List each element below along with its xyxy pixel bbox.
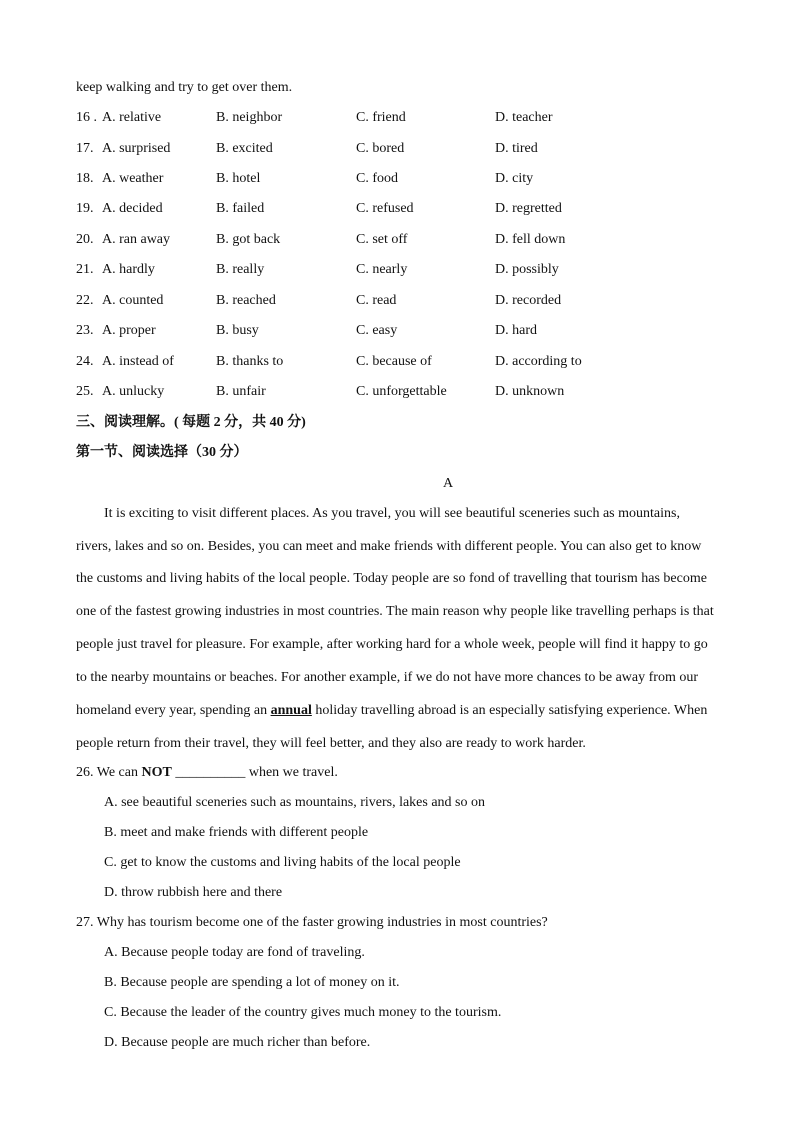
cloze-row-20 <box>76 230 726 250</box>
question-number: 21. <box>76 262 94 277</box>
option-b: B. unfair <box>216 384 266 399</box>
question-number: 17. <box>76 141 94 156</box>
question-number: 23. <box>76 323 94 338</box>
cloze-row-19 <box>76 199 726 219</box>
keyword-annual: annual <box>270 703 312 718</box>
option-c: C. read <box>356 293 397 308</box>
cloze-row-23 <box>76 321 726 341</box>
option-d: D. city <box>495 171 534 186</box>
option-c: C. friend <box>356 110 406 125</box>
passage-line: one of the fastest growing industries in most countries. The main reason why people like travelling perhaps is that <box>76 604 714 619</box>
option-c: C. refused <box>356 201 414 216</box>
passage-line: the customs and living habits of the local people. Today people are so fond of travelling that tourism has become <box>76 571 707 586</box>
passage-line <box>76 701 707 721</box>
option-b: B. busy <box>216 323 259 338</box>
question-number: 19. <box>76 201 94 216</box>
option-d: D. hard <box>495 323 537 338</box>
passage-label: A <box>442 476 454 491</box>
cloze-row-22 <box>76 291 726 311</box>
option-a: A. counted <box>102 293 164 308</box>
passage-text: homeland every year, spending an <box>76 703 271 718</box>
passage-line: It is exciting to visit different places. As you travel, you will see beautiful sceneries such as mountains, <box>104 506 680 521</box>
option-c: C. food <box>356 171 398 186</box>
option-c: C. because of <box>356 354 432 369</box>
option-c: C. set off <box>356 232 408 247</box>
option-a: A. unlucky <box>102 384 165 399</box>
question-number: 20. <box>76 232 94 247</box>
cloze-row-24 <box>76 352 726 372</box>
question-number: 24. <box>76 354 94 369</box>
answer-option: A. Because people today are fond of traveling. <box>104 945 365 960</box>
option-c: C. bored <box>356 141 405 156</box>
question-number: 22. <box>76 293 94 308</box>
answer-option: D. throw rubbish here and there <box>104 885 283 900</box>
passage-text: holiday travelling abroad is an especially satisfying experience. When <box>311 703 708 718</box>
option-a: A. surprised <box>102 141 171 156</box>
passage-line: people just travel for pleasure. For example, after working hard for a whole week, people will find it happy to go <box>76 637 708 652</box>
option-c: C. nearly <box>356 262 408 277</box>
answer-option: B. meet and make friends with different people <box>104 825 369 840</box>
option-d: D. tired <box>495 141 538 156</box>
option-a: A. ran away <box>102 232 171 247</box>
option-b: B. reached <box>216 293 276 308</box>
cloze-row-17 <box>76 139 726 159</box>
option-d: D. possibly <box>495 262 559 277</box>
answer-option: B. Because people are spending a lot of money on it. <box>104 975 400 990</box>
question-text: 26. We can <box>76 765 142 780</box>
option-d: D. fell down <box>495 232 566 247</box>
option-a: A. relative <box>102 110 162 125</box>
option-c: C. unforgettable <box>356 384 447 399</box>
option-b: B. got back <box>216 232 281 247</box>
cloze-row-25 <box>76 382 726 402</box>
option-d: D. regretted <box>495 201 562 216</box>
option-a: A. decided <box>102 201 163 216</box>
cloze-row-18 <box>76 169 726 189</box>
passage-line: people return from their travel, they will feel better, and they also are ready to work harder. <box>76 736 586 751</box>
question-26-stem <box>76 763 338 783</box>
answer-option: A. see beautiful sceneries such as mountains, rivers, lakes and so on <box>104 795 486 810</box>
subsection-heading: 第一节、阅读选择（30 分） <box>76 445 248 460</box>
option-d: D. according to <box>495 354 582 369</box>
intro-tail-text: keep walking and try to get over them. <box>76 80 293 95</box>
option-b: B. really <box>216 262 265 277</box>
passage-line: to the nearby mountains or beaches. For another example, if we do not have more chances to be away from our <box>76 670 699 685</box>
answer-option: D. Because people are much richer than before. <box>104 1035 371 1050</box>
option-a: A. instead of <box>102 354 174 369</box>
section-heading: 三、阅读理解。( 每题 2 分，共 40 分) <box>76 415 306 430</box>
option-a: A. proper <box>102 323 156 338</box>
cloze-row-21 <box>76 260 726 280</box>
option-d: D. teacher <box>495 110 553 125</box>
question-27-stem: 27. Why has tourism become one of the faster growing industries in most countries? <box>76 915 548 930</box>
option-b: B. thanks to <box>216 354 284 369</box>
option-a: A. weather <box>102 171 164 186</box>
option-a: A. hardly <box>102 262 155 277</box>
option-b: B. failed <box>216 201 265 216</box>
option-d: D. recorded <box>495 293 562 308</box>
answer-option: C. Because the leader of the country gives much money to the tourism. <box>104 1005 502 1020</box>
option-b: B. hotel <box>216 171 261 186</box>
question-number: 25. <box>76 384 94 399</box>
question-number: 16 . <box>76 110 97 125</box>
cloze-row-16 <box>76 108 726 128</box>
option-b: B. excited <box>216 141 273 156</box>
option-b: B. neighbor <box>216 110 283 125</box>
question-number: 18. <box>76 171 94 186</box>
option-d: D. unknown <box>495 384 565 399</box>
answer-option: C. get to know the customs and living habits of the local people <box>104 855 461 870</box>
question-text: __________ when we travel. <box>171 765 338 780</box>
option-c: C. easy <box>356 323 398 338</box>
passage-line: rivers, lakes and so on. Besides, you can meet and make friends with different people. You can also get to know <box>76 539 702 554</box>
keyword-not: NOT <box>141 765 172 780</box>
